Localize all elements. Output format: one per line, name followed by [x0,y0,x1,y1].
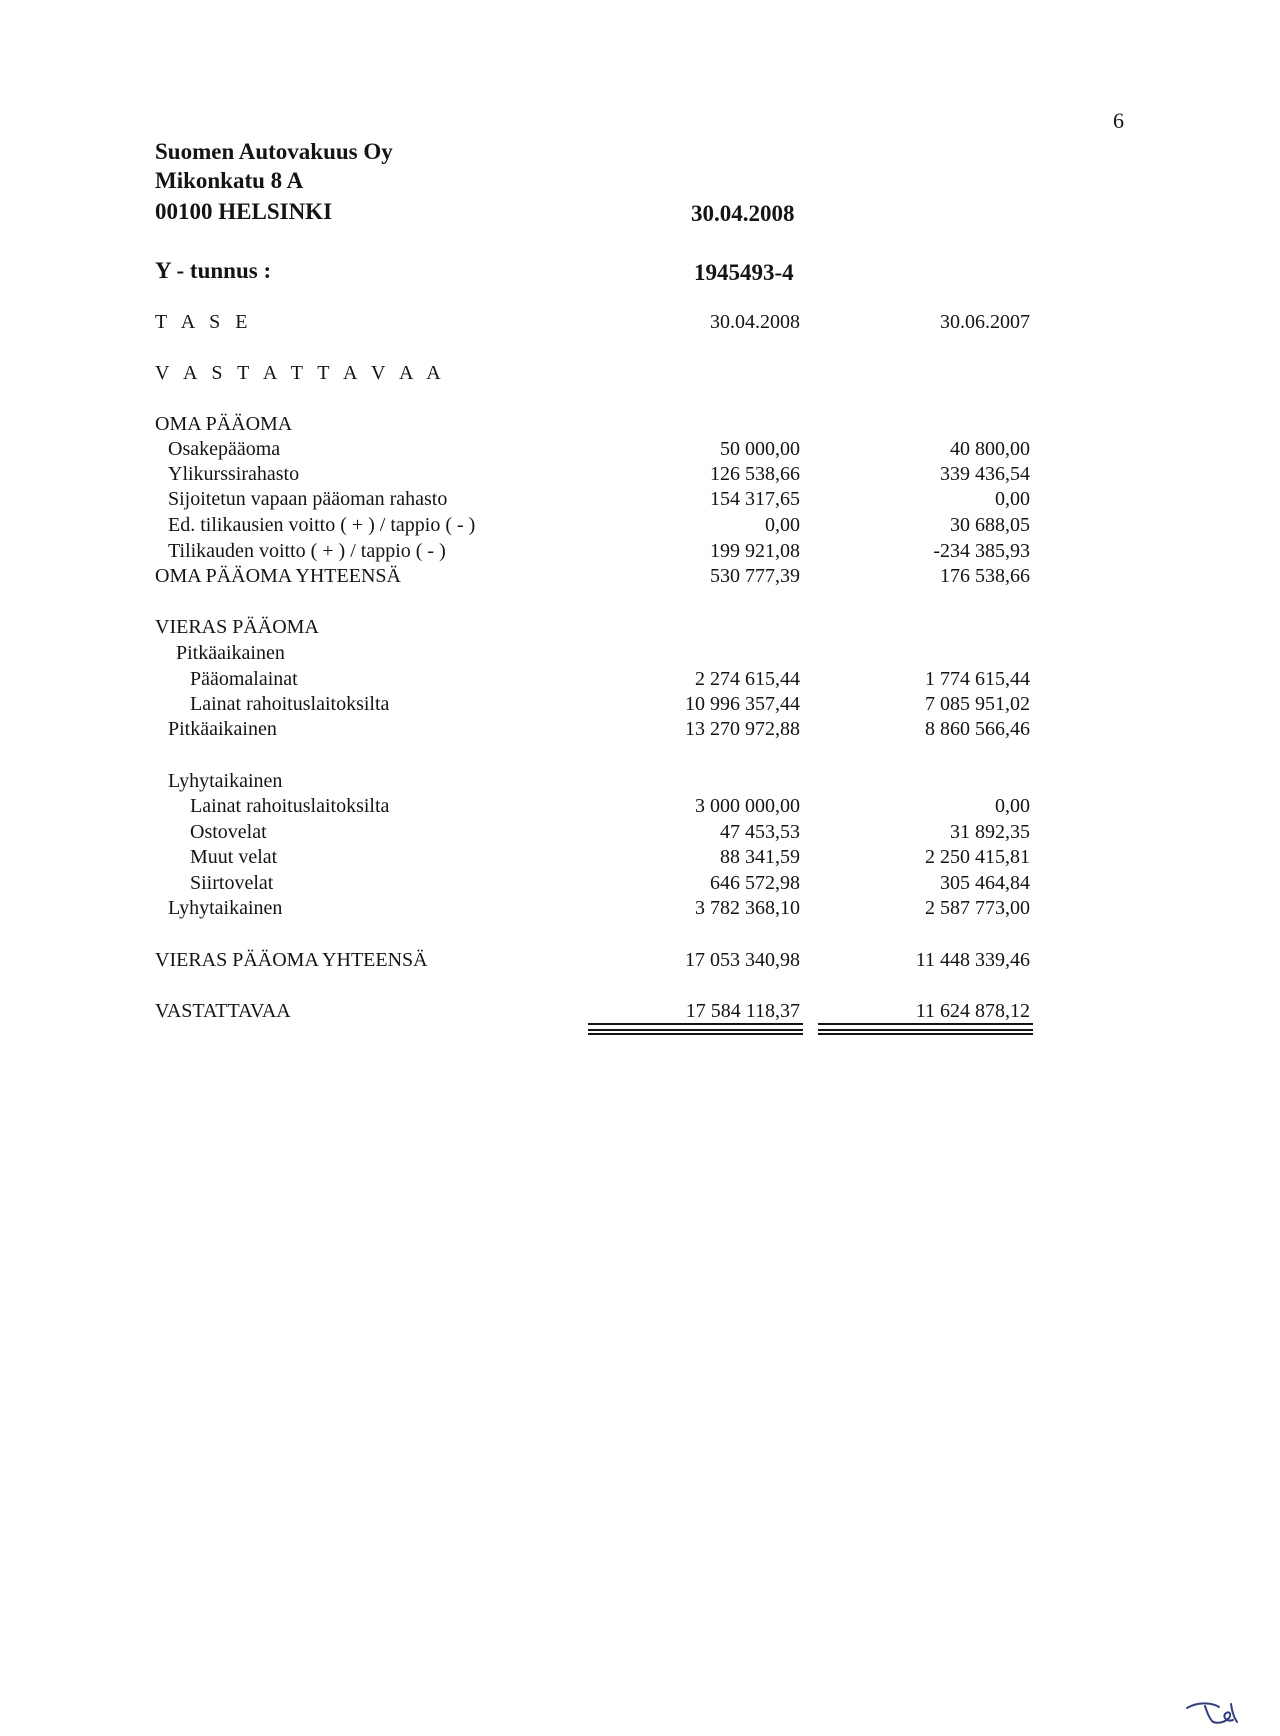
double-underline-current [588,1033,803,1035]
row-value-current: 3 000 000,00 [695,795,800,817]
row-label: Muut velat [190,846,278,868]
business-id-value: 1945493-4 [694,260,794,285]
row-value-previous: 2 250 415,81 [925,846,1030,868]
subsection-heading-row [0,770,1280,796]
table-row [0,540,1280,566]
row-label: Pääomalainat [190,668,298,690]
equity-heading: OMA PÄÄOMA [155,413,293,435]
row-label: Lainat rahoituslaitoksilta [190,795,390,817]
subtotal-row [0,897,1280,923]
long-term-heading: Pitkäaikainen [176,642,285,664]
row-value-previous: 339 436,54 [940,463,1030,485]
row-value-current: 10 996 357,44 [685,693,800,715]
row-value-previous: 305 464,84 [940,872,1030,894]
column-header-previous: 30.06.2007 [940,311,1030,333]
short-term-heading: Lyhytaikainen [168,770,283,792]
row-value-current: 0,00 [765,514,800,536]
row-label: OMA PÄÄOMA YHTEENSÄ [155,565,401,587]
table-row [0,668,1280,694]
row-value-current: 199 921,08 [710,540,800,562]
underline-current [588,1023,803,1025]
table-row [0,463,1280,489]
side-heading-row [0,362,1280,388]
report-date: 30.04.2008 [691,201,795,226]
row-value-previous: 11 448 339,46 [915,949,1030,971]
row-label: Ed. tilikausien voitto ( + ) / tappio ( - ) [168,514,476,536]
row-label: Siirtovelat [190,872,274,894]
underline-previous [818,1023,1033,1025]
table-row [0,438,1280,464]
row-label: VASTATTAVAA [155,1000,291,1022]
row-label: Osakepääoma [168,438,281,460]
business-id-label: Y - tunnus : [155,258,272,283]
row-value-current: 17 053 340,98 [685,949,800,971]
balance-title: T A S E [155,311,253,333]
section-heading-row [0,616,1280,642]
row-label: VIERAS PÄÄOMA YHTEENSÄ [155,949,428,971]
row-value-previous: 2 587 773,00 [925,897,1030,919]
table-row [0,488,1280,514]
table-row [0,693,1280,719]
row-value-current: 50 000,00 [720,438,800,460]
table-row [0,872,1280,898]
row-value-previous: 0,00 [995,488,1030,510]
row-value-previous: 0,00 [995,795,1030,817]
column-header-current: 30.04.2008 [710,311,800,333]
row-value-previous: 7 085 951,02 [925,693,1030,715]
row-value-previous: 1 774 615,44 [925,668,1030,690]
page-number: 6 [1113,108,1124,133]
row-label: Pitkäaikainen [168,718,277,740]
row-value-previous: 11 624 878,12 [915,1000,1030,1022]
row-value-current: 88 341,59 [720,846,800,868]
balance-header-row [0,311,1280,337]
row-value-previous: 30 688,05 [950,514,1030,536]
row-value-previous: 176 538,66 [940,565,1030,587]
row-value-current: 154 317,65 [710,488,800,510]
row-label: Lainat rahoituslaitoksilta [190,693,390,715]
liabilities-heading: VIERAS PÄÄOMA [155,616,319,638]
row-value-previous: -234 385,93 [933,540,1030,562]
row-value-current: 530 777,39 [710,565,800,587]
table-row [0,846,1280,872]
row-value-current: 17 584 118,37 [685,1000,800,1022]
company-name: Suomen Autovakuus Oy [155,139,393,164]
row-value-current: 126 538,66 [710,463,800,485]
row-label: Tilikauden voitto ( + ) / tappio ( - ) [168,540,446,562]
table-row [0,795,1280,821]
row-value-previous: 40 800,00 [950,438,1030,460]
table-row [0,514,1280,540]
liabilities-side-heading: V A S T A T T A V A A [155,362,446,384]
row-value-current: 13 270 972,88 [685,718,800,740]
double-underline-previous [818,1033,1033,1035]
section-heading-row [0,413,1280,439]
row-label: Ylikurssirahasto [168,463,300,485]
subtotal-row [0,718,1280,744]
double-underline-previous [818,1029,1033,1031]
row-label: Lyhytaikainen [168,897,283,919]
table-row [0,821,1280,847]
handwritten-initials [1185,1698,1245,1728]
company-city: 00100 HELSINKI [155,199,333,224]
subsection-heading-row [0,642,1280,668]
row-value-current: 47 453,53 [720,821,800,843]
row-label: Sijoitetun vapaan pääoman rahasto [168,488,448,510]
subtotal-row [0,565,1280,591]
row-value-current: 3 782 368,10 [695,897,800,919]
company-street: Mikonkatu 8 A [155,168,304,193]
row-value-previous: 8 860 566,46 [925,718,1030,740]
row-value-previous: 31 892,35 [950,821,1030,843]
row-value-current: 646 572,98 [710,872,800,894]
row-value-current: 2 274 615,44 [695,668,800,690]
double-underline-current [588,1029,803,1031]
total-row [0,949,1280,975]
row-label: Ostovelat [190,821,267,843]
